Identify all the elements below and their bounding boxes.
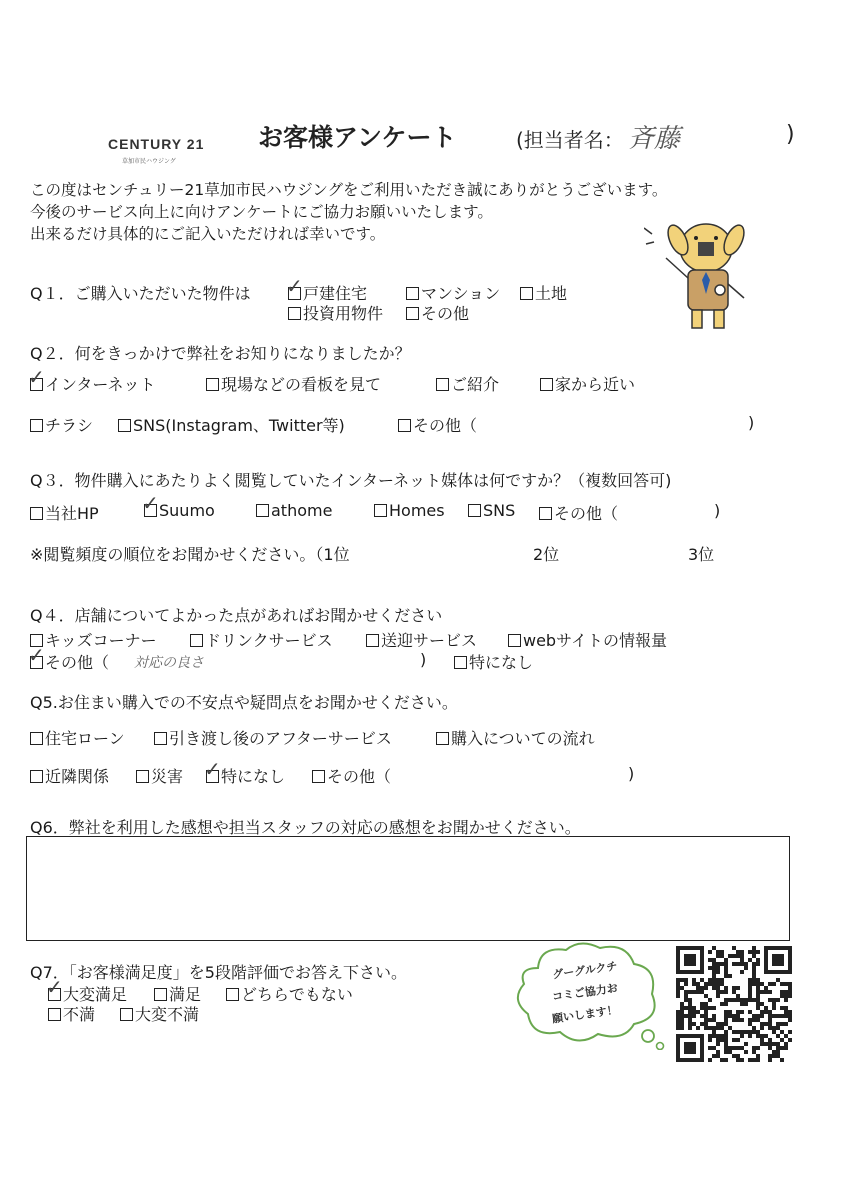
checkbox[interactable] xyxy=(206,378,219,391)
q6-label: Q6．弊社を利用した感想や担当スタッフの対応の感想をお聞かせください。 xyxy=(30,818,581,837)
checkbox[interactable] xyxy=(366,634,379,647)
q3-other-close: ) xyxy=(714,501,721,520)
q4-option-other[interactable]: ✓ その他（ xyxy=(28,643,110,672)
checkbox[interactable] xyxy=(454,656,467,669)
q7-label: Q7．「お客様満足度」を5段階評価でお答え下さい。 xyxy=(30,963,407,982)
q2-label: Q２．何をきっかけで弊社をお知りになりましたか？ xyxy=(30,344,411,363)
q4-option-drink-service[interactable]: ドリンクサービス xyxy=(190,628,333,651)
checkbox-checked[interactable]: ✓ xyxy=(204,757,221,781)
checkbox[interactable] xyxy=(48,1008,61,1021)
q1-label: Q１．ご購入いただいた物件は xyxy=(30,284,251,303)
checkbox[interactable] xyxy=(508,634,521,647)
q3-rank-2: 2位 xyxy=(533,545,560,564)
q4-label: Q４．店舗についてよかった点があればお聞かせください xyxy=(30,606,443,625)
q5-option-after-service[interactable]: 引き渡し後のアフターサービス xyxy=(154,726,392,749)
q7-option-neutral[interactable]: どちらでもない xyxy=(226,982,353,1005)
q2-option-referral[interactable]: ご紹介 xyxy=(436,372,499,395)
checkbox[interactable] xyxy=(30,732,43,745)
q1-option-investment[interactable]: 投資用物件 xyxy=(288,301,383,324)
q2-option-other[interactable]: その他（ xyxy=(398,413,477,436)
checkbox-checked[interactable]: ✓ xyxy=(142,491,159,515)
checkbox[interactable] xyxy=(398,419,411,432)
cloud-text-line-1: グーグルクチ xyxy=(551,959,619,982)
q7-option-satisfied[interactable]: 満足 xyxy=(154,982,201,1005)
intro-line-1: この度はセンチュリー21草加市民ハウジングをご利用いただき誠にありがとうございます。 xyxy=(30,181,668,199)
q3-rank-3: 3位 xyxy=(688,545,715,564)
checkbox[interactable] xyxy=(120,1008,133,1021)
checkbox[interactable] xyxy=(406,287,419,300)
staff-label: (担当者名： xyxy=(516,128,624,152)
q7-option-dissatisfied[interactable]: 不満 xyxy=(48,1002,95,1025)
cloud-text-line-2: コミご協力お xyxy=(551,981,619,1004)
q5-option-home-loan[interactable]: 住宅ローン xyxy=(30,726,125,749)
q3-option-athome[interactable]: athome xyxy=(256,501,332,520)
checkbox[interactable] xyxy=(436,378,449,391)
q1-option-detached-house[interactable]: ✓ 戸建住宅 xyxy=(286,274,368,303)
q2-option-flyer[interactable]: チラシ xyxy=(30,413,93,436)
q4-option-website-info[interactable]: webサイトの情報量 xyxy=(508,628,667,651)
q5-option-nothing[interactable]: ✓ 特になし xyxy=(204,757,286,786)
company-logo: CENTURY 21 xyxy=(108,136,205,152)
staff-label-close: ) xyxy=(786,122,795,147)
checkbox[interactable] xyxy=(520,287,533,300)
q4-other-close: ) xyxy=(420,650,427,669)
q3-option-other[interactable]: その他（ xyxy=(539,501,618,524)
checkbox[interactable] xyxy=(468,504,481,517)
q7-option-very-dissatisfied[interactable]: 大変不満 xyxy=(120,1002,199,1025)
checkbox[interactable] xyxy=(226,988,239,1001)
checkbox[interactable] xyxy=(312,770,325,783)
checkbox-checked[interactable]: ✓ xyxy=(28,643,45,667)
checkbox[interactable] xyxy=(154,732,167,745)
q2-option-signboard[interactable]: 現場などの看板を見て xyxy=(206,372,381,395)
q4-other-answer-handwritten: 対応の良さ xyxy=(134,655,204,671)
q2-other-close: ) xyxy=(748,413,755,432)
intro-line-3: 出来るだけ具体的にご記入いただければ幸いです。 xyxy=(30,225,386,243)
q3-rank-label: ※閲覧頻度の順位をお聞かせください。（1位 xyxy=(30,545,350,564)
q6-answer-box[interactable] xyxy=(26,836,790,941)
q4-option-kids-corner[interactable]: キッズコーナー xyxy=(30,628,157,651)
cloud-text-line-3: 願いします！ xyxy=(551,1003,619,1026)
checkbox[interactable] xyxy=(30,507,43,520)
q2-option-near-home[interactable]: 家から近い xyxy=(540,372,635,395)
q1-option-mansion[interactable]: マンション xyxy=(406,281,500,304)
q5-option-disaster[interactable]: 災害 xyxy=(136,764,183,787)
q5-option-purchase-flow[interactable]: 購入についての流れ xyxy=(436,726,595,749)
q3-option-homes[interactable]: Homes xyxy=(374,501,445,520)
checkbox[interactable] xyxy=(540,378,553,391)
checkbox[interactable] xyxy=(190,634,203,647)
qr-code-icon[interactable] xyxy=(676,946,792,1062)
checkbox[interactable] xyxy=(256,504,269,517)
q1-option-land[interactable]: 土地 xyxy=(520,281,567,304)
q3-label: Q３．物件購入にあたりよく閲覧していたインターネット媒体は何ですか？（複数回答可) xyxy=(30,471,672,490)
q5-option-neighbors[interactable]: 近隣関係 xyxy=(30,764,109,787)
intro-line-2: 今後のサービス向上に向けアンケートにご協力お願いいたします。 xyxy=(30,203,493,221)
checkbox[interactable] xyxy=(30,770,43,783)
checkbox[interactable] xyxy=(136,770,149,783)
checkbox[interactable] xyxy=(288,307,301,320)
checkbox[interactable] xyxy=(436,732,449,745)
checkbox[interactable] xyxy=(406,307,419,320)
checkbox[interactable] xyxy=(154,988,167,1001)
q1-option-other[interactable]: その他 xyxy=(406,301,469,324)
mascot-dog-illustration xyxy=(644,214,762,332)
q4-option-nothing[interactable]: 特になし xyxy=(454,650,533,673)
checkbox[interactable] xyxy=(374,504,387,517)
q5-option-other[interactable]: その他（ xyxy=(312,764,391,787)
q5-other-close: ) xyxy=(628,764,635,783)
q3-option-suumo[interactable]: ✓ Suumo xyxy=(142,491,215,520)
company-subtitle: 草加市民ハウジング xyxy=(122,158,176,165)
q4-option-pickup-service[interactable]: 送迎サービス xyxy=(366,628,477,651)
q3-option-sns[interactable]: SNS xyxy=(468,501,515,520)
form-title: お客様アンケート xyxy=(258,123,457,152)
q2-option-sns[interactable]: SNS(Instagram、Twitter等) xyxy=(118,413,345,436)
checkbox-checked[interactable]: ✓ xyxy=(28,365,45,389)
checkbox-checked[interactable]: ✓ xyxy=(286,274,303,298)
checkbox[interactable] xyxy=(30,419,43,432)
checkbox[interactable] xyxy=(539,507,552,520)
checkbox-checked[interactable]: ✓ xyxy=(46,975,63,999)
q3-option-company-hp[interactable]: 当社HP xyxy=(30,501,99,524)
q7-option-very-satisfied[interactable]: ✓ 大変満足 xyxy=(46,975,128,1004)
staff-name-handwritten: 斉藤 xyxy=(628,124,681,154)
checkbox[interactable] xyxy=(118,419,131,432)
q5-label: Q5.お住まい購入での不安点や疑問点をお聞かせください。 xyxy=(30,693,458,712)
q2-option-internet[interactable]: ✓ インターネット xyxy=(28,365,156,394)
